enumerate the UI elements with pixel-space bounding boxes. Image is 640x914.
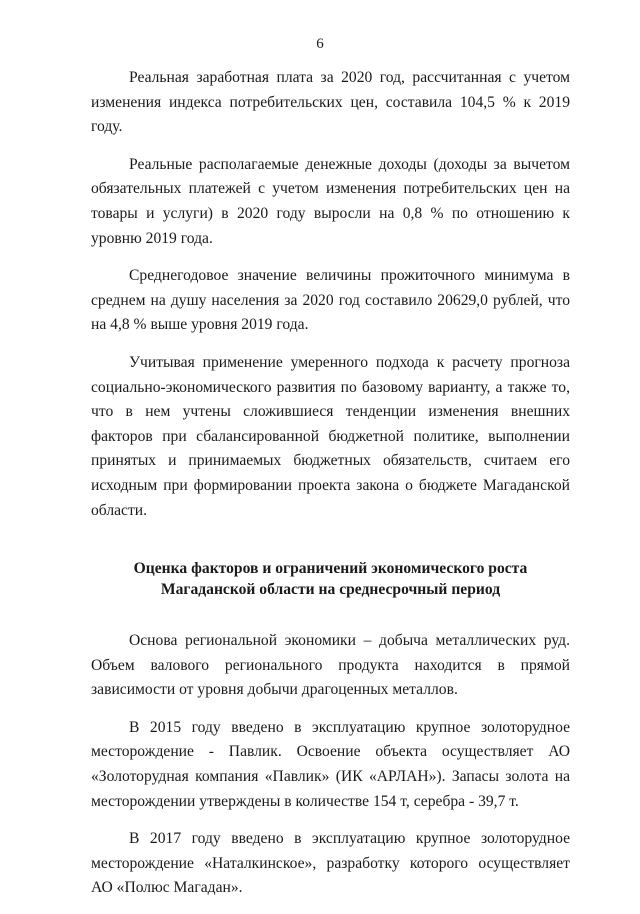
section-heading-line-2: Магаданской области на среднесрочный период [160,581,501,599]
document-body [91,66,570,914]
paragraph-forecast-basis: Учитывая применение умеренного подхода к расчету прогноза социально-экономического развития по базовому варианту, а также то, что в нем учтены сложившиеся тенденции изменения внешних факторов при сбалансированной бюджетной политике, выполнении принятых и принимаемых бюджетных обязательств, считаем его исходным при формировании проекта закона о бюджете Магаданской области. [91,353,570,519]
section-heading [91,558,570,600]
paragraph-natalka-deposit: В 2017 году введено в эксплуатацию крупное золоторудное месторождение «Наталкинское», разработку которого осуществляет АО «Полюс Магадан». [91,830,570,897]
paragraph-pavlik-deposit: В 2015 году введено в эксплуатацию крупное золоторудное месторождение - Павлик. Освоение объекта осуществляет АО «Золоторудная компания «Павлик» (ИК «АРЛАН»). Запасы золота на месторождении утверждены в количестве 154 т, серебра - 39,7 т. [91,718,570,810]
paragraph-regional-economy: Основа региональной экономики – добыча металлических руд. Объем валового регионального продукта находится в прямой зависимости от уровня добычи драгоценных металлов. [91,632,570,699]
paragraph-subsistence-minimum: Среднегодовое значение величины прожиточного минимума в среднем на душу населения за 2020 год составило 20629,0 рублей, что на 4,8 % выше уровня 2019 года. [91,267,570,334]
page-number: 6 [316,36,324,52]
section-heading-line-1: Оценка факторов и ограничений экономического роста [133,560,528,578]
paragraph-real-incomes: Реальные располагаемые денежные доходы (доходы за вычетом обязательных платежей с учетом изменения потребительских цен на товары и услуги) в 2020 году выросли на 0,8 % по отношению к уровню 2019 года. [91,155,570,247]
paragraph-real-wages: Реальная заработная плата за 2020 год, рассчитанная с учетом изменения индекса потребительских цен, составила 104,5 % к 2019 году. [91,69,570,136]
